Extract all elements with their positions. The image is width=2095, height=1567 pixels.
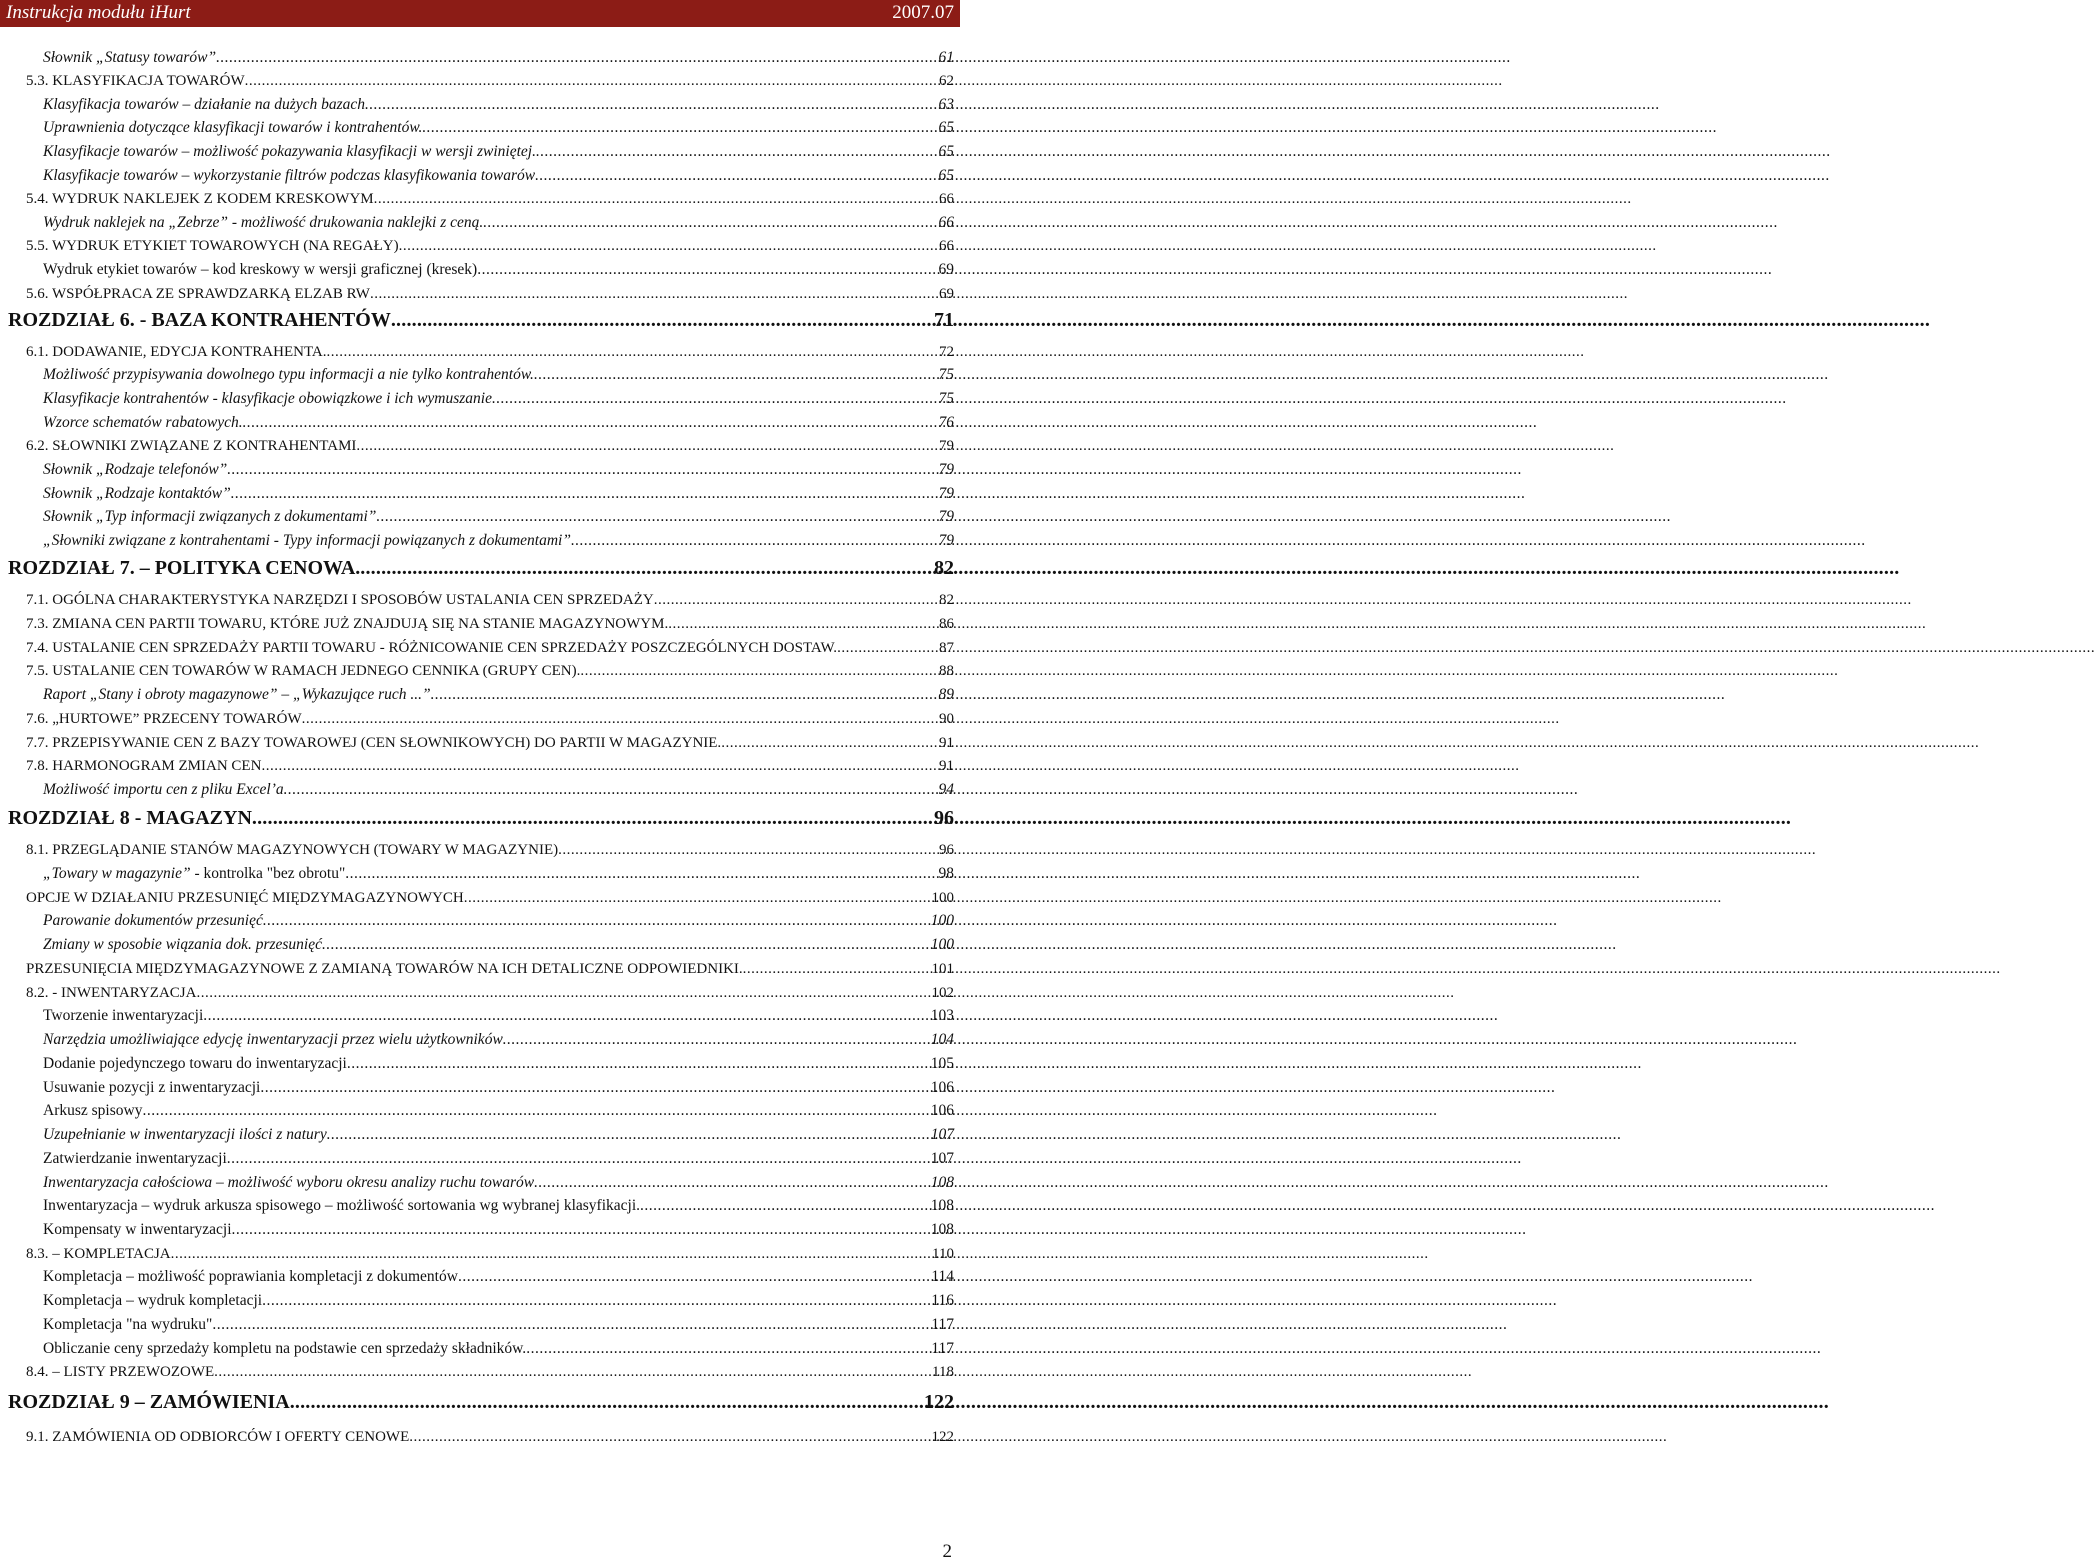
table-of-contents: [0, 0, 960, 1567]
toc-entry-title: Uprawnienia dotyczące klasyfikacji towarów i kontrahentów.: [43, 119, 423, 136]
dot-leader: [322, 935, 930, 955]
toc-entry-title: 5.3. KLASYFIKACJA TOWARÓW: [26, 73, 245, 89]
toc-entry[interactable]: [26, 614, 954, 634]
toc-entry[interactable]: [43, 1054, 954, 1074]
toc-entry[interactable]: [26, 1244, 954, 1264]
toc-page-number: 118: [932, 1364, 954, 1380]
toc-entry-title: Wydruk etykiet towarów – kod kreskowy w wersji graficznej (kresek): [43, 261, 478, 278]
toc-entry[interactable]: [43, 142, 954, 162]
toc-entry-title: Raport „Stany i obroty magazynowe” – „Wykazujące ruch ...”: [43, 686, 431, 703]
toc-entry-title: 8.1. PRZEGLĄDANIE STANÓW MAGAZYNOWYCH (TOWARY W MAGAZYNIE): [26, 842, 559, 858]
dot-leader: [580, 661, 938, 681]
toc-page-number: 61: [938, 49, 954, 66]
toc-entry-title: ROZDZIAŁ 9 – ZAMÓWIENIA: [8, 1391, 290, 1413]
toc-page-number: 104: [930, 1031, 954, 1048]
toc-chapter-entry[interactable]: [8, 308, 954, 332]
toc-page-number: 106: [930, 1079, 954, 1096]
toc-entry-title: 8.3. – KOMPLETACJA: [26, 1246, 171, 1262]
dot-leader: [391, 308, 933, 332]
toc-entry-title: Słownik „Typ informacji związanych z dokumentami”: [43, 508, 377, 525]
toc-entry-title: Inwentaryzacja całościowa – możliwość wyboru okresu analizy ruchu towarów: [43, 1174, 535, 1191]
dot-leader: [245, 71, 938, 91]
toc-entry[interactable]: [43, 1030, 954, 1050]
toc-entry-title: Klasyfikacje kontrahentów - klasyfikacje obowiązkowe i ich wymuszanie: [43, 390, 492, 407]
toc-entry[interactable]: [43, 260, 954, 280]
toc-entry-title: Kompletacja – wydruk kompletacji: [43, 1292, 263, 1309]
toc-entry-title: 5.5. WYDRUK ETYKIET TOWAROWYCH (NA REGAŁY): [26, 238, 399, 254]
toc-page-number: 79: [938, 485, 954, 502]
toc-entry-title: Klasyfikacja towarów – działanie na dużych bazach: [43, 96, 366, 113]
toc-entry[interactable]: [43, 1149, 954, 1169]
toc-entry-title: 5.4. WYDRUK NAKLEJEK Z KODEM KRESKOWYM: [26, 191, 374, 207]
toc-entry-title: ROZDZIAŁ 7. – POLITYKA CENOWA.: [8, 557, 361, 579]
toc-entry[interactable]: [43, 365, 954, 385]
toc-entry[interactable]: [26, 983, 954, 1003]
dot-leader: [477, 260, 937, 280]
toc-entry[interactable]: [26, 756, 954, 776]
toc-entry[interactable]: [43, 1267, 954, 1287]
toc-entry-title: 6.2. SŁOWNIKI ZWIĄZANE Z KONTRAHENTAMI: [26, 438, 357, 454]
toc-page-number: 71: [934, 309, 954, 331]
toc-page-number: 87: [939, 640, 954, 656]
toc-page-number: 72: [939, 344, 954, 360]
toc-entry[interactable]: [26, 661, 954, 681]
toc-entry[interactable]: [43, 1101, 954, 1121]
toc-entry[interactable]: [43, 507, 954, 527]
toc-entry[interactable]: [26, 284, 954, 304]
toc-page-number: 110: [932, 1246, 954, 1262]
toc-entry[interactable]: [43, 911, 954, 931]
toc-page-number: 117: [931, 1340, 954, 1357]
document-title: Instrukcja modułu iHurt: [6, 2, 191, 23]
toc-entry-title: Arkusz spisowy: [43, 1102, 143, 1119]
dot-leader: [231, 484, 938, 504]
toc-entry-title: 7.1. OGÓLNA CHARAKTERYSTYKA NARZĘDZI I SPOSOBÓW USTALANIA CEN SPRZEDAŻY: [26, 592, 654, 608]
dot-leader: [302, 709, 938, 729]
dot-leader: [503, 1030, 930, 1050]
toc-page-number: 88: [939, 663, 954, 679]
toc-page-number: 69: [939, 286, 954, 302]
dot-leader: [261, 756, 938, 776]
dot-leader: [227, 1149, 930, 1169]
toc-entry-title: 7.6. „HURTOWE” PRZECENY TOWARÓW: [26, 711, 302, 727]
dot-leader: [327, 342, 939, 362]
toc-entry[interactable]: [26, 959, 954, 979]
toc-entry[interactable]: [43, 1196, 954, 1216]
dot-leader: [409, 1427, 930, 1447]
toc-entry[interactable]: [43, 1125, 954, 1145]
toc-page-number: 94: [938, 781, 954, 798]
toc-entry-title: „Słowniki związane z kontrahentami - Typy informacji powiązanych z dokumentami”: [43, 532, 571, 549]
toc-page-number: 65: [938, 167, 954, 184]
toc-entry-title: 5.6. WSPÓŁPRACA ZE SPRAWDZARKĄ ELZAB RW: [26, 286, 370, 302]
toc-page-number: 91: [939, 735, 954, 751]
toc-entry-title: 7.4. USTALANIE CEN SPRZEDAŻY PARTII TOWARU - RÓŻNICOWANIE CEN SPRZEDAŻY POSZCZEGÓLNYCH DOSTAW.: [26, 640, 838, 656]
toc-entry-title: PRZESUNIĘCIA MIĘDZYMAGAZYNOWE Z ZAMIANĄ TOWARÓW NA ICH DETALICZNE ODPOWIEDNIKI.: [26, 961, 743, 977]
toc-page-number: 86: [939, 616, 954, 632]
toc-entry-title: Kompletacja – możliwość poprawiania kompletacji z dokumentów: [43, 1268, 458, 1285]
toc-page-number: 96: [939, 842, 954, 858]
dot-leader: [262, 1291, 930, 1311]
toc-entry-title: Narzędzia umożliwiające edycję inwentaryzacji przez wielu użytkowników: [43, 1031, 503, 1048]
toc-page-number: 96: [934, 807, 954, 829]
dot-leader: [252, 806, 933, 830]
dot-leader: [284, 780, 938, 800]
toc-entry-title: Dodanie pojedynczego towaru do inwentaryzacji: [43, 1055, 347, 1072]
toc-page-number: 66: [939, 191, 954, 207]
toc-entry-title: 7.8. HARMONOGRAM ZMIAN CEN: [26, 758, 262, 774]
toc-page-number: 79: [938, 508, 954, 525]
toc-entry[interactable]: [43, 1220, 954, 1240]
dot-leader: [743, 959, 931, 979]
toc-entry[interactable]: [26, 638, 954, 658]
toc-page-number: 91: [939, 758, 954, 774]
toc-page-number: 114: [931, 1268, 954, 1285]
dot-leader: [534, 365, 938, 385]
toc-entry[interactable]: [43, 48, 954, 68]
dot-leader: [536, 142, 938, 162]
toc-entry[interactable]: [43, 685, 954, 705]
dot-leader: [526, 1339, 930, 1359]
toc-entry-title: Słownik „Rodzaje telefonów”: [43, 461, 228, 478]
toc-entry-title: 8.2. - INWENTARYZACJA: [26, 985, 197, 1001]
toc-entry[interactable]: [26, 342, 954, 362]
page-number: 2: [942, 1541, 952, 1562]
dot-leader: [171, 1244, 931, 1264]
dot-leader: [196, 983, 930, 1003]
toc-entry-title: Zatwierdzanie inwentaryzacji: [43, 1150, 227, 1167]
toc-page-number: 69: [938, 261, 954, 278]
toc-entry[interactable]: [43, 389, 954, 409]
toc-page-number: 106: [930, 1102, 954, 1119]
dot-leader: [422, 118, 937, 138]
toc-entry-title: Klasyfikacje towarów – możliwość pokazywania klasyfikacji w wersji zwiniętej.: [43, 143, 536, 160]
dot-leader: [837, 638, 938, 658]
dot-leader: [327, 1125, 930, 1145]
dot-leader: [492, 389, 938, 409]
dot-leader: [721, 733, 938, 753]
toc-entry[interactable]: [26, 436, 954, 456]
toc-page-number: 108: [930, 1197, 954, 1214]
dot-leader: [535, 166, 937, 186]
toc-entry-title: 9.1. ZAMÓWIENIA OD ODBIORCÓW I OFERTY CENOWE: [26, 1429, 410, 1445]
toc-entry-title: Słownik „Statusy towarów”: [43, 49, 217, 66]
toc-entry-title: ROZDZIAŁ 8 - MAGAZYN: [8, 807, 252, 829]
dot-leader: [263, 911, 930, 931]
toc-entry-title: 7.5. USTALANIE CEN TOWARÓW W RAMACH JEDNEGO CENNIKA (GRUPY CEN).: [26, 663, 581, 679]
toc-entry[interactable]: [26, 189, 954, 209]
dot-leader: [483, 213, 937, 233]
toc-entry-title: Kompensaty w inwentaryzacji: [43, 1221, 232, 1238]
dot-leader: [534, 1173, 930, 1193]
toc-entry-title: Wydruk naklejek na „Zebrze” - możliwość drukowania naklejki z ceną.: [43, 214, 484, 231]
toc-page-number: 117: [931, 1316, 954, 1333]
toc-page-number: 66: [939, 238, 954, 254]
toc-entry-title: 6.1. DODAWANIE, EDYCJA KONTRAHENTA.: [26, 344, 327, 360]
toc-page-number: 76: [938, 414, 954, 431]
toc-entry-title: Klasyfikacje towarów – wykorzystanie filtrów podczas klasyfikowania towarów: [43, 167, 536, 184]
toc-page-number: 100: [931, 890, 954, 906]
dot-leader: [290, 1390, 923, 1414]
toc-entry[interactable]: [26, 840, 954, 860]
toc-entry-title: Usuwanie pozycji z inwentaryzacji: [43, 1079, 261, 1096]
toc-chapter-entry[interactable]: [8, 1390, 954, 1414]
toc-page-number: 100: [930, 936, 954, 953]
toc-page-number: 63: [938, 96, 954, 113]
toc-page-number: 102: [931, 985, 954, 1001]
dot-leader: [345, 864, 937, 884]
toc-entry[interactable]: [26, 1427, 954, 1447]
toc-page-number: 105: [930, 1055, 954, 1072]
dot-leader: [370, 284, 938, 304]
toc-page-number: 98: [938, 865, 954, 882]
dot-leader: [203, 1006, 929, 1026]
toc-entry[interactable]: [43, 1315, 954, 1335]
dot-leader: [558, 840, 938, 860]
toc-entry[interactable]: [26, 888, 954, 908]
toc-page-number: 90: [939, 711, 954, 727]
toc-entry[interactable]: [43, 484, 954, 504]
toc-entry[interactable]: [43, 864, 954, 884]
toc-entry[interactable]: [43, 460, 954, 480]
toc-entry[interactable]: [43, 413, 954, 433]
toc-chapter-entry[interactable]: [8, 556, 954, 580]
toc-entry[interactable]: [43, 1078, 954, 1098]
toc-page-number: 107: [930, 1126, 954, 1143]
toc-entry-title: [43, 864, 345, 884]
dot-leader: [654, 590, 938, 610]
toc-page-number: 82: [939, 592, 954, 608]
toc-entry[interactable]: [43, 531, 954, 551]
toc-page-number: 89: [938, 686, 954, 703]
toc-entry-title: Słownik „Rodzaje kontaktów”: [43, 485, 231, 502]
toc-entry[interactable]: [26, 709, 954, 729]
toc-entry-title: ROZDZIAŁ 6. - BAZA KONTRAHENTÓW: [8, 309, 391, 331]
dot-leader: [216, 48, 937, 68]
toc-page-number: 100: [930, 912, 954, 929]
dot-leader: [571, 531, 938, 551]
toc-chapter-entry[interactable]: [8, 806, 954, 830]
toc-entry-title: Obliczanie ceny sprzedaży kompletu na podstawie cen sprzedaży składników.: [43, 1340, 527, 1357]
dot-leader: [142, 1101, 929, 1121]
toc-page-number: 122: [931, 1429, 954, 1445]
dot-leader: [260, 1078, 929, 1098]
dot-leader: [243, 413, 938, 433]
toc-entry[interactable]: [26, 71, 954, 91]
toc-page-number: 65: [938, 143, 954, 160]
dot-leader: [360, 556, 933, 580]
toc-entry-title: Uzupełnianie w inwentaryzacji ilości z natury: [43, 1126, 327, 1143]
toc-page-number: 79: [939, 438, 954, 454]
toc-entry[interactable]: [43, 1006, 954, 1026]
toc-page-number: 82: [934, 557, 954, 579]
toc-entry[interactable]: [26, 1362, 954, 1382]
toc-entry-title-normal: - kontrolka "bez obrotu": [190, 865, 346, 882]
toc-entry[interactable]: [43, 935, 954, 955]
toc-entry-title: Możliwość importu cen z pliku Excel’a: [43, 781, 284, 798]
toc-entry-title: Inwentaryzacja – wydruk arkusza spisowego – możliwość sortowania wg wybranej klasyfikacji.: [43, 1197, 640, 1214]
toc-entry[interactable]: [43, 166, 954, 186]
toc-entry-title: Tworzenie inwentaryzacji: [43, 1007, 204, 1024]
dot-leader: [668, 614, 938, 634]
toc-entry-title-italic: „Towary w magazynie”: [43, 865, 191, 882]
toc-entry-title: 7.7. PRZEPISYWANIE CEN Z BAZY TOWAROWEJ (CEN SŁOWNIKOWYCH) DO PARTII W MAGAZYNIE.: [26, 735, 722, 751]
toc-entry[interactable]: [43, 1339, 954, 1359]
toc-page-number: 66: [938, 214, 954, 231]
toc-page-number: 116: [931, 1292, 954, 1309]
dot-leader: [640, 1196, 930, 1216]
dot-leader: [212, 1315, 930, 1335]
dot-leader: [214, 1362, 931, 1382]
toc-page-number: 62: [939, 73, 954, 89]
toc-page-number: 107: [930, 1150, 954, 1167]
document-date: 2007.07: [892, 2, 954, 23]
toc-entry-title: Kompletacja "na wydruku": [43, 1316, 213, 1333]
toc-entry[interactable]: [26, 236, 954, 256]
toc-entry[interactable]: [43, 780, 954, 800]
dot-leader: [431, 685, 938, 705]
dot-leader: [227, 460, 937, 480]
toc-entry-title: Zmiany w sposobie wiązania dok. przesunięć: [43, 936, 322, 953]
toc-entry[interactable]: [43, 1173, 954, 1193]
toc-entry[interactable]: [43, 95, 954, 115]
dot-leader: [399, 236, 938, 256]
dot-leader: [376, 507, 937, 527]
dot-leader: [232, 1220, 930, 1240]
toc-page-number: 79: [938, 461, 954, 478]
toc-entry[interactable]: [26, 733, 954, 753]
toc-page-number: 65: [938, 119, 954, 136]
toc-entry-title: 8.4. – LISTY PRZEWOZOWE: [26, 1364, 215, 1380]
toc-page-number: 79: [938, 532, 954, 549]
toc-page-number: 108: [930, 1174, 954, 1191]
toc-entry[interactable]: [43, 1291, 954, 1311]
toc-entry-title: Możliwość przypisywania dowolnego typu informacji a nie tylko kontrahentów.: [43, 366, 534, 383]
dot-leader: [356, 436, 938, 456]
toc-page-number: 108: [930, 1221, 954, 1238]
dot-leader: [374, 189, 938, 209]
dot-leader: [458, 1267, 930, 1287]
toc-entry[interactable]: [43, 213, 954, 233]
toc-page-number: 75: [938, 366, 954, 383]
dot-leader: [464, 888, 931, 908]
toc-entry-title: Parowanie dokumentów przesunięć: [43, 912, 263, 929]
toc-page-number: 75: [938, 390, 954, 407]
toc-page-number: 122: [924, 1391, 954, 1413]
toc-entry-title: 7.3. ZMIANA CEN PARTII TOWARU, KTÓRE JUŻ ZNAJDUJĄ SIĘ NA STANIE MAGAZYNOWYM.: [26, 616, 669, 632]
dot-leader: [347, 1054, 930, 1074]
toc-page-number: 103: [930, 1007, 954, 1024]
toc-entry[interactable]: [26, 590, 954, 610]
toc-entry[interactable]: [43, 118, 954, 138]
toc-page-number: 101: [931, 961, 954, 977]
dot-leader: [365, 95, 937, 115]
toc-entry-title: OPCJE W DZIAŁANIU PRZESUNIĘĆ MIĘDZYMAGAZYNOWYCH: [26, 890, 464, 906]
toc-entry-title: Wzorce schematów rabatowych.: [43, 414, 243, 431]
